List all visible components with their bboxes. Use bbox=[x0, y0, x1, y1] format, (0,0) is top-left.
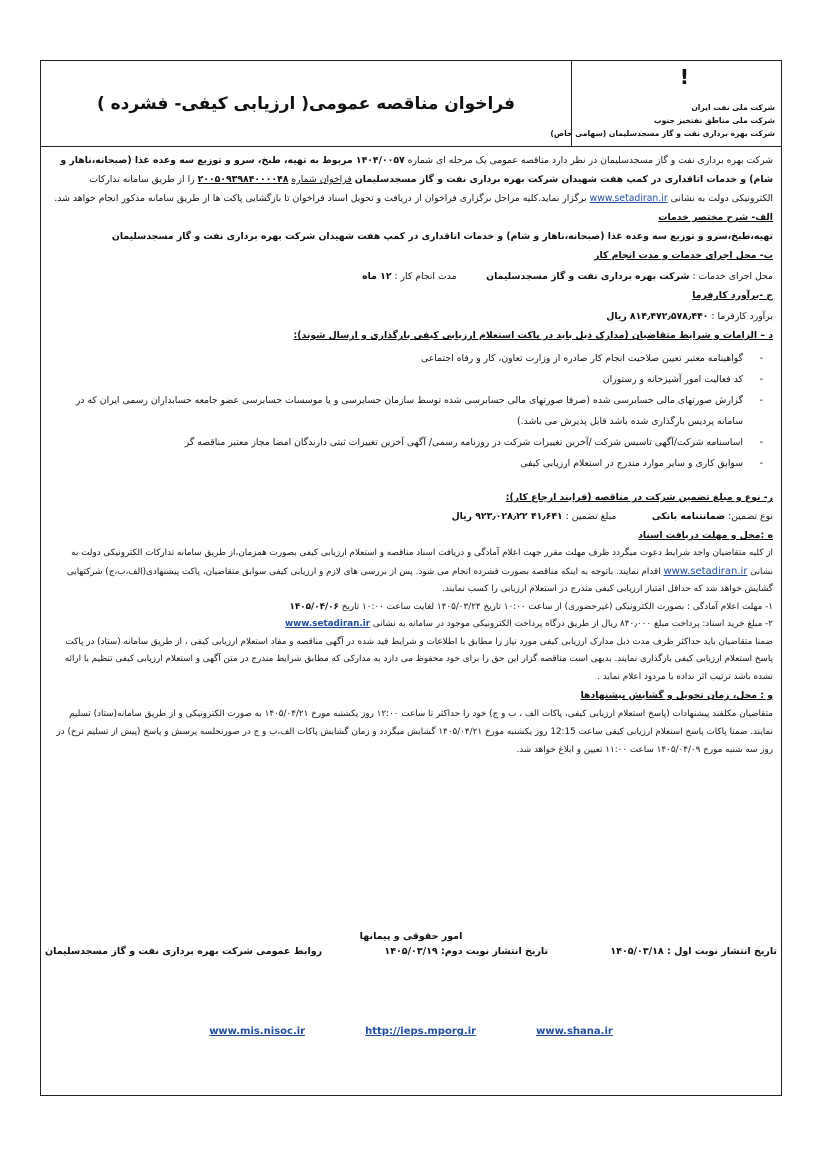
footer-link[interactable]: www.shana.ir bbox=[536, 1026, 613, 1037]
section-h-text: ۲- مبلغ خرید اسناد: پرداخت مبلغ ۸۴۰٫۰۰۰ ریال از طریق درگاه پرداخت الکترونیکی موجود در سامانه به نشانی bbox=[372, 619, 773, 629]
section-h-text: از کلیه متقاضیان واجد شرایط دعوت میگردد ظرف مهلت مقرر جهت اعلام آمادگی و دریافت اسناد مناقصه و استعلام ارزیابی کیفی بصورت همزمان،از طریق سامانه تدارکات الکترونیکی دولت به نشانی bbox=[71, 548, 773, 577]
section-r-title: ر- نوع و مبلغ تضمین شرکت در مناقصه (فرایند ارجاع کار): bbox=[505, 492, 773, 503]
list-item: - گزارش صورتهای مالی حسابرسی شده (صرفا صورتهای مالی حسابرسی شده توسط سازمان حسابرسی و یا موسسات حسابرسی عضو جامعه حسابداران رسمی ایران که در سامانه پردیس بارگذاری شده باشد قابل پذیرش می باشد.) bbox=[49, 390, 743, 432]
footer-row bbox=[41, 946, 781, 957]
guarantee-amount-value: ۴۱٫۶۴۱ ۹۲۳٫۰۲۸٫۲۲ ریال bbox=[451, 511, 563, 522]
public-relations: روابط عمومی شرکت بهره برداری نفت و گاز مسجدسلیمان bbox=[45, 946, 323, 957]
notice-frame bbox=[40, 60, 782, 1096]
estimate-value: ۸۱۴٫۴۷۲٫۵۷۸٫۴۴۰ ریال bbox=[606, 311, 709, 322]
intro-subject: ۱۴۰۴/۰۰۵۷ مربوط به تهیه، طبخ، سرو و توزیع سه وعده غذا (صبحانه،ناهار و شام) و خدمات اتاقداری در کمپ هفت شهیدان شرکت بهره برداری نفت و گاز مسجدسلیمان bbox=[60, 155, 773, 185]
list-item: - گواهینامه معتبر تعیین صلاحیت انجام کار صادره از وزارت تعاون، کار و رفاه اجتماعی bbox=[49, 348, 743, 369]
intro-text: شرکت بهره برداری نفت و گاز مسجدسلیمان در نظر دارد مناقصه عمومی یک مرحله ای شماره bbox=[407, 155, 773, 166]
org-line: شرکت ملی نفت ایران bbox=[691, 103, 775, 112]
list-item: - کد فعالیت امور آشپزخانه و رستوران bbox=[49, 369, 743, 390]
org-line: شرکت ملی مناطق نفتخیز جنوب bbox=[653, 116, 775, 125]
first-publish-date: تاریخ انتشار نوبت اول : ۱۴۰۵/۰۳/۱۸ bbox=[610, 946, 777, 957]
intro-text: برگزار نماید.کلیه مراحل برگزاری فراخوان از دریافت و تحویل اسناد فراخوان تا بازگشایی پاکت ها از طریق سامانه مذکور انجام خواهد شد. bbox=[54, 193, 587, 204]
footer-link[interactable]: http://ieps.mporg.ir bbox=[365, 1026, 477, 1037]
setadiran-link[interactable]: www.setadiran.ir bbox=[285, 619, 371, 629]
section-h-item-2 bbox=[49, 616, 773, 634]
org-block bbox=[550, 61, 781, 146]
estimate-label: برآورد کارفرما : bbox=[711, 311, 773, 322]
guarantee-amount-label: مبلغ تضمین : bbox=[565, 511, 617, 522]
section-c-title: ج -برآورد کارفرما bbox=[692, 290, 773, 301]
company-logo: ! bbox=[679, 65, 689, 89]
section-h-item-1 bbox=[49, 599, 773, 617]
setadiran-link[interactable]: www.setadiran.ir bbox=[663, 565, 748, 577]
place-value: شرکت بهره برداری نفت و گاز مسجدسلیمان bbox=[486, 271, 690, 282]
section-a-title: الف- شرح مختصر خدمات bbox=[658, 212, 773, 223]
section-r-body bbox=[49, 507, 773, 526]
footer-link[interactable]: www.mis.nisoc.ir bbox=[209, 1026, 306, 1037]
org-line: شرکت بهره برداری نفت و گاز مسجدسلیمان (سهامی خاص) bbox=[550, 129, 775, 138]
section-b-title: ب- محل اجرای خدمات و مدت انجام کار bbox=[594, 250, 773, 261]
section-d-title: د – الزامات و شرایط متقاضیان (مدارک ذیل باید در پاکت استعلام ارزیابی کیفی بارگذاری و ارسال شوند): bbox=[293, 330, 773, 341]
page-title: فراخوان مناقصه عمومی( ارزیابی کیفی- فشرده ) bbox=[96, 93, 516, 114]
footer-dept: امور حقوقی و پیمانها bbox=[359, 931, 463, 942]
second-publish-date: تاریخ انتشار نوبت دوم: ۱۴۰۵/۰۳/۱۹ bbox=[384, 946, 549, 957]
section-v-title: و : محل، زمان تحویل و گشایش پیشنهادها bbox=[580, 690, 773, 701]
setadiran-link[interactable]: www.setadiran.ir bbox=[589, 193, 668, 204]
section-v-body: متقاضیان مکلفند پیشنهادات (پاسخ استعلام ارزیابی کیفی، پاکات الف ، ب و ج) خود را حداکثر تا ساعت ۱۲:۰۰ روز یکشنبه مورخ ۱۴۰۵/۰۴/۲۱ به صورت الکترونیکی و از طریق سامانه(ستاد) تسلیم نمایند. ضمنا پاکات پاسخ استعلام ارزیابی کیفی ساعت 12:15 روز یکشنبه مورخ ۱۴۰۵/۰۴/۲۱ گشایش میگردد و زمان گشایش پاکات الف،ب و ج در صورتجلسه پرسش و پاسخ (پیش از تسلیم نرخ) در روز سه شنبه مورخ ۱۴۰۵/۰۴/۰۹ ساعت ۱۱:۰۰ تعیین و ابلاغ خواهد شد. bbox=[56, 709, 773, 755]
footer-links bbox=[41, 1026, 781, 1037]
section-c-body bbox=[49, 307, 773, 326]
section-h-text: ۱- مهلت اعلام آمادگی : بصورت الکترونیکی (غیرحضوری) از ساعت ۱۰:۰۰ تاریخ ۱۴۰۵/۰۳/۲۴ لغایت ساعت ۱۰:۰۰ تاریخ bbox=[341, 601, 773, 612]
intro-tender-label: فراخوان شماره bbox=[291, 174, 352, 185]
section-b-body bbox=[49, 267, 773, 286]
notice-body bbox=[49, 151, 773, 759]
duration-label: مدت انجام کار : bbox=[394, 271, 457, 282]
footer bbox=[41, 931, 781, 957]
tender-number: ۲۰۰۵۰۹۳۹۸۴۰۰۰۰۴۸ bbox=[197, 174, 289, 185]
guarantee-type-value: ضمانتنامه بانکی bbox=[651, 511, 726, 522]
requirements-list bbox=[49, 348, 773, 474]
intro-text: را از طریق bbox=[151, 174, 195, 185]
section-h-note: ضمنا متقاضیان باید حداکثر ظرف مدت ذیل مدارک ارزیابی کیفی مورد نیاز را مطابق با اطلاعات و شرایط قید شده در آگهی مناقصه و مفاد استعلام ارزیابی کیفی ، از طریق سامانه (ستاد) در پاکت پاسخ استعلام ارزیابی کیفی بارگذاری نمایند. بدیهی است مناقصه گزار این حق را برای خود محفوظ می دارد به مدارکی که مطابق شرایط مندرج در متن آگهی و استعلام ارزیابی کیفی تنظیم یا ارائه نشده باشد ترتیب اثر نداده یا مردود اعلام نماید . bbox=[64, 636, 773, 682]
section-h-title: ه :محل و مهلت دریافت اسناد bbox=[638, 530, 773, 541]
header bbox=[41, 61, 781, 147]
list-item: - اساسنامه شرکت/آگهی تاسیس شرکت /آخرین تغییرات شرکت در روزنامه رسمی/ آگهی آخرین تغییرات ثبتی دارندگان امضا مجاز معتبر مناقصه گر bbox=[49, 432, 743, 453]
deadline-date: ۱۴۰۵/۰۴/۰۶ bbox=[289, 601, 339, 612]
duration-value: ۱۲ ماه bbox=[362, 271, 392, 282]
guarantee-type-label: نوع تضمین: bbox=[728, 511, 773, 522]
place-label: محل اجرای خدمات : bbox=[692, 271, 773, 282]
section-h-paragraph bbox=[49, 545, 773, 599]
list-item: - سوابق کاری و سایر موارد مندرج در استعلام ارزیابی کیفی bbox=[49, 453, 743, 474]
section-a-body: تهیه،طبخ،سرو و توزیع سه وعده غذا (صبحانه،ناهار و شام) و خدمات اتاقداری در کمپ هفت شهیدان شرکت بهره برداری نفت و گاز مسجدسلیمان bbox=[111, 231, 773, 242]
intro-paragraph bbox=[49, 151, 773, 208]
intro-text: سامانه تدارکات الکترونیکی دولت به نشانی bbox=[89, 174, 773, 204]
section-h-text: اقدام نمایند. باتوجه به اینکه مناقصه بصورت فشرده انجام می شود. پس از بررسی های لازم و ارزیابی کیفی سوابق متقاضیان، پاکت پیشنهادی(الف،ب،ج) شرکتهایی گشایش خواهد شد که حداقل امتیاز ارزیابی کیفی مندرج در استعلام ارزیابی را کسب نمایند. bbox=[66, 566, 773, 594]
